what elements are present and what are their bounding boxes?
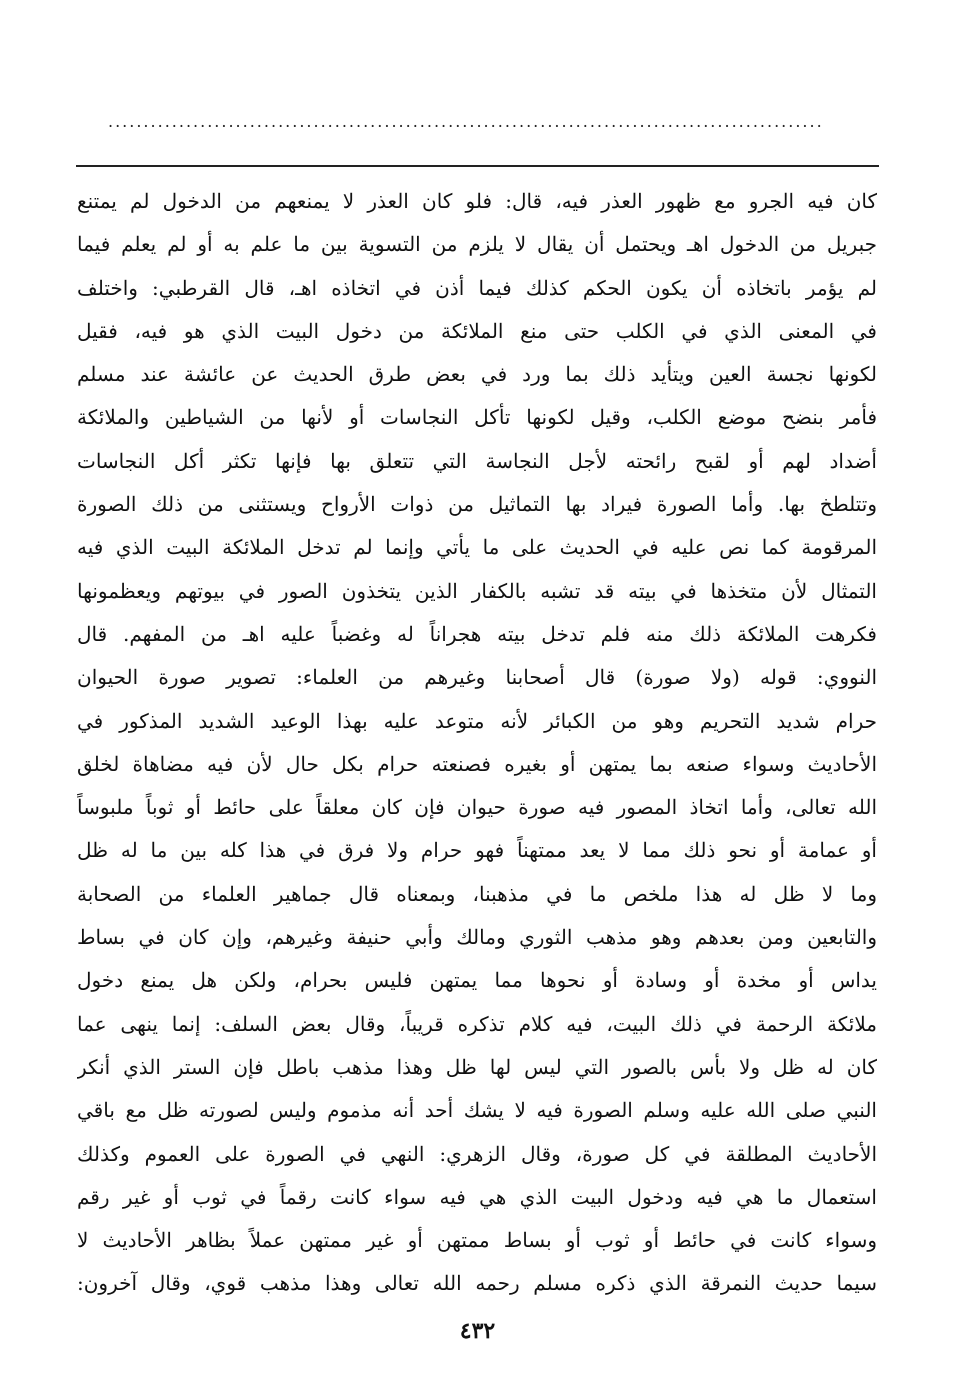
- text-line: أضداد لهم أو لقبح رائحته لأجل النجاسة التي تتعلق بها فإنها تكثر أكل النجاسات: [77, 448, 877, 473]
- header-rule: [76, 165, 879, 167]
- text-line: أو عمامة أو نحو ذلك مما لا يعد ممتهناً فهو حرام ولا فرق في هذا كله بين ما له ظل: [77, 838, 877, 863]
- text-line: كان له ظل ولا بأس بالصور التي ليس لها ظل وهذا مذهب باطل فإن الستر الذي أنكر: [77, 1054, 877, 1079]
- text-line: وما لا ظل له هذا ملخص ما في مذهبنا، وبمعناه قال جماهير العلماء من الصحابة: [77, 881, 877, 906]
- text-line: والتابعين ومن بعدهم وهو مذهب الثوري ومالك وأبي حنيفة وغيرهم، وإن كان في بساط: [77, 925, 877, 950]
- page-number: ٤٣٢: [459, 1318, 496, 1344]
- text-line: الله تعالى، وأما اتخاذ المصور فيه صورة حيوان فإن كان معلقاً على حائط أو ثوباً ملبوساً: [77, 795, 877, 820]
- text-line: النووي: قوله (ولا صورة) قال أصحابنا وغيرهم من العلماء: تصوير صورة الحيوان: [77, 665, 877, 690]
- text-line: جبريل من الدخول اهـ ويحتمل أن يقال لا يلزم من التسوية بين ما علم به أو لم يعلم فيما: [77, 232, 877, 257]
- text-line: ملائكة الرحمة في ذلك البيت، فيه كلام تذكره قريباً، وقال بعض السلف: إنما ينهى عما: [77, 1011, 877, 1036]
- page-body-text: [77, 180, 877, 1306]
- text-line: لكونها نجسة العين ويتأيد ذلك بما ورد في بعض طرق الحديث عن عائشة عند مسلم: [77, 362, 877, 387]
- text-line: الأحاديث وسواء صنعه بما يمتهن أو بغيره فصنعته حرام بكل حال لأن فيه مضاهاة لخلق: [77, 751, 877, 776]
- text-line: وسواء كانت في حائط أو ثوب أو بساط ممتهن أو غير ممتهن عملاً بظاهر الأحاديث لا: [77, 1228, 877, 1253]
- text-line: حرام شديد التحريم وهو من الكبائر لأنه متوعد عليه بهذا الوعيد الشديد المذكور في: [77, 708, 877, 733]
- text-line: الأحاديث المطلقة في كل صورة، وقال الزهري: النهي في الصورة على العموم وكذلك: [77, 1141, 877, 1166]
- text-line: النبي صلى الله عليه وسلم الصورة فيه لا يشك أحد أنه مذموم وليس لصورته ظل مع باقي: [77, 1098, 877, 1123]
- text-line: وتتلطخ بها. وأما الصورة فيراد بها التماثيل من ذوات الأرواح ويستثنى من ذلك الصورة: [77, 492, 877, 517]
- text-line: سيما حديث النمرقة الذي ذكره مسلم رحمه الله تعالى وهذا مذهب قوي، وقال آخرون:: [77, 1271, 877, 1296]
- header-dotted-line: .....................................................................................................: [108, 112, 824, 131]
- text-line: المرقومة كما نص عليه في الحديث على ما يأتي وإنما لم تدخل الملائكة البيت الذي فيه: [77, 535, 877, 560]
- text-line: فأمر بنضح موضع الكلب، وقيل لكونها تأكل النجاسات أو لأنها من الشياطين والملائكة: [77, 405, 877, 430]
- text-line: التمثال لأن متخذها في بيته قد تشبه بالكفار الذين يتخذون الصور في بيوتهم ويعظمونها: [77, 578, 877, 603]
- text-line: لم يؤمر باتخاذه أن يكون الحكم كذلك فيما أذن في اتخاذه اهـ، قال القرطبي: واختلف: [77, 275, 877, 300]
- text-line: كان فيه الجرو مع ظهور العذر فيه، قال: فلو كان العذر لا يمنعهم من الدخول لم يمتنع: [77, 189, 877, 213]
- text-line: يداس أو مخدة أو وسادة أو نحوها مما يمتهن فليس بحرام، ولكن هل يمنع دخول: [77, 968, 877, 993]
- text-line: استعمال ما هي فيه ودخول البيت الذي هي فيه سواء كانت رقماً في ثوب أو غير رقم: [77, 1184, 877, 1209]
- text-line: في المعنى الذي في الكلب حتى منع الملائكة من دخول البيت الذي هو فيه، فقيل: [77, 318, 877, 343]
- text-line: فكرهت الملائكة ذلك منه فلم تدخل بيته هجراناً له وغضباً عليه اهـ من المفهم. قال: [77, 621, 877, 646]
